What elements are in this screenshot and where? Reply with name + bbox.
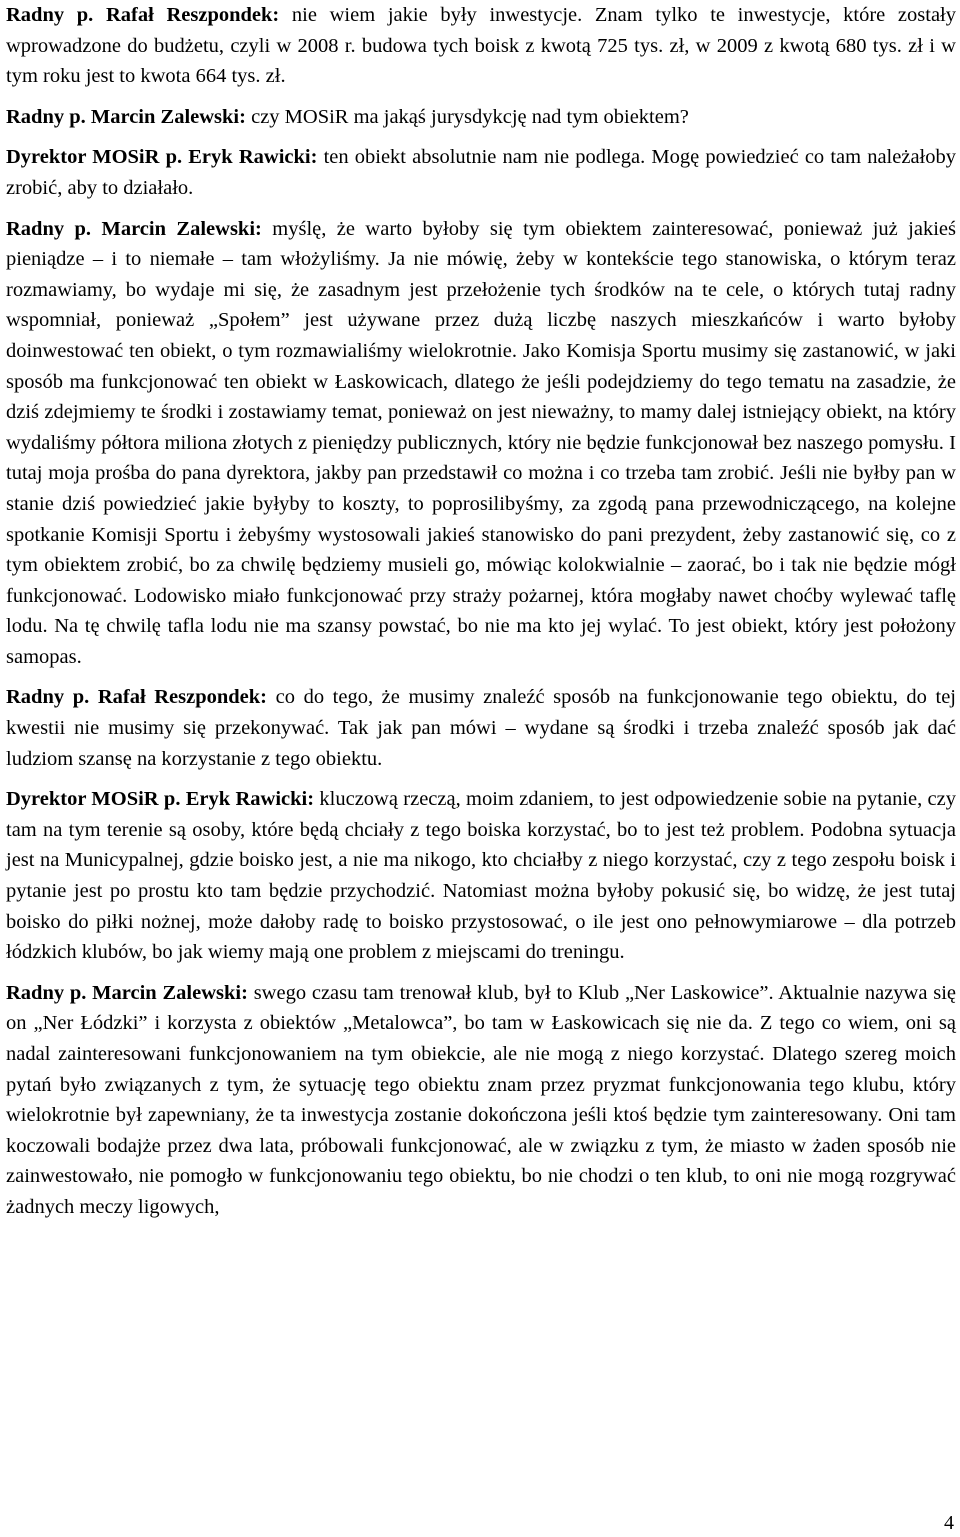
transcript-paragraph xyxy=(6,978,956,1223)
transcript-paragraph xyxy=(6,784,956,968)
speaker-name: Dyrektor MOSiR p. Eryk Rawicki: xyxy=(6,788,315,811)
speaker-name: Radny p. Marcin Zalewski: xyxy=(6,105,246,128)
speaker-name: Radny p. Marcin Zalewski: xyxy=(6,217,262,240)
transcript-paragraph xyxy=(6,682,956,774)
speaker-name: Radny p. Rafał Reszpondek: xyxy=(6,4,280,26)
document-page xyxy=(6,0,956,1223)
speaker-name: Dyrektor MOSiR p. Eryk Rawicki: xyxy=(6,146,318,169)
speech-text: czy MOSiR ma jakąś jurysdykcję nad tym obiektem? xyxy=(251,105,689,128)
speech-text: co do tego, że musimy znaleźć sposób na funkcjonowanie tego obiektu, do tej kwestii nie musimy się przekonywać. Tak jak pan mówi – wydane są środki i trzeba znaleźć sposób jak dać ludziom szansę na korzystanie z tego obiektu. xyxy=(6,686,957,770)
speech-text: myślę, że warto byłoby się tym obiektem zainteresować, ponieważ już jakieś pieniądze – i to niemałe – tam włożyliśmy. Ja nie mówię, żeby w kontekście tego stanowiska, o którym teraz rozmawiamy, bo wydaje mi się, że zasadnym jest przełożenie tych środków na te cele, o których tutaj radny wspomniał, ponieważ „Społem” jest używane przez dużą liczbę naszych mieszkańców i warto byłoby doinwestować ten obiekt, o tym rozmawialiśmy wielokrotnie. Jako Komisja Sportu musimy się zastanowić, w jaki sposób ma funkcjonować ten obiekt w Łaskowicach, dlatego że jeśli podejdziemy do tego tematu na zasadzie, że dziś zdejmiemy te środki i zostawiamy temat, ponieważ on jest nieważny, to mamy dalej istniejący obiekt, na który wydaliśmy półtora miliona złotych z pieniędzy publicznych, który nie będzie funkcjonował bez naszego pomysłu. I tutaj moja prośba do pana dyrektora, jakby pan przedstawił co można i co trzeba tam zrobić. Jeśli nie byłby pan w stanie dziś powiedzieć jakie byłyby to koszty, to poprosilibyśmy, za zgodą pana przewodniczącego, na kolejne spotkanie Komisji Sportu i żebyśmy wystosowali jakieś stanowisko do pani prezydent, żeby zastanowić się, co z tym obiektem zrobić, bo za chwilę będziemy musieli go, mówiąc kolokwialnie – zaorać, bo i tak nie będzie mógł funkcjonować. Lodowisko miało funkcjonować przy straży pożarnej, która mogłaby nawet choćby wylewać taflę lodu. Na tę chwilę tafla lodu nie ma szansy powstać, bo nie ma kto jej wylać. To jest obiekt, który jest położony samopas. xyxy=(6,217,956,668)
page-number: 4 xyxy=(944,1512,954,1534)
speaker-name: Radny p. Rafał Reszpondek: xyxy=(6,686,268,709)
speech-text: swego czasu tam trenował klub, był to Klub „Ner Laskowice”. Aktualnie nazywa się on „Ner Łódzki” i korzysta z obiektów „Metalowca”, bo tam w Łaskowicach się nie da. Z tego co wiem, oni są nadal zainteresowani funkcjonowaniem na tym obiekcie, ale nie mogą z niego korzystać. Dlatego szereg moich pytań było związanych z tym, że sytuację tego obiektu znam przez pryzmat funkcjonowania tego klubu, który wielokrotnie był zapewniany, że ta inwestycja zostanie dokończona jeśli ktoś będzie tym zainteresowany. Oni tam koczowali bodajże przez dwa lata, próbowali funkcjonować, ale w związku z tym, że miasto w żaden sposób nie zainwestowało, nie pomogło w funkcjonowaniu tego obiektu, bo nie chodzi o ten klub, to oni nie mogą rozgrywać żadnych meczy ligowych, xyxy=(6,981,956,1218)
speech-text: nie wiem jakie były inwestycje. Znam tylko te inwestycje, które zostały wprowadzone do budżetu, czyli w 2008 r. budowa tych boisk z kwotą 725 tys. zł, w 2009 z kwotą 680 tys. zł i w tym roku jest to kwota 664 tys. zł. xyxy=(6,4,956,88)
transcript-paragraph xyxy=(6,214,956,673)
transcript-paragraph xyxy=(6,142,956,203)
transcript-paragraph xyxy=(6,0,956,92)
speech-text: ten obiekt absolutnie nam nie podlega. Mogę powiedzieć co tam należałoby zrobić, aby to działało. xyxy=(6,146,956,199)
speaker-name: Radny p. Marcin Zalewski: xyxy=(6,981,248,1004)
transcript-paragraph xyxy=(6,102,956,133)
speech-text: kluczową rzeczą, moim zdaniem, to jest odpowiedzenie sobie na pytanie, czy tam na tym terenie są osoby, które będą chciały z tego boiska korzystać, bo to jest też problem. Podobna sytuacja jest na Municypalnej, gdzie boisko jest, a nie ma nikogo, kto chciałby z niego korzystać, czy z tego zespołu boisk i pytanie jest po prostu kto tam będzie przychodzić. Natomiast można byłoby pokusić się, bo widzę, że jest tutaj boisko do piłki nożnej, może dałoby radę to boisko przystosować, o ile jest ono pełnowymiarowe – dla potrzeb łódzkich klubów, bo jak wiemy mają one problem z miejscami do treningu. xyxy=(6,788,957,964)
